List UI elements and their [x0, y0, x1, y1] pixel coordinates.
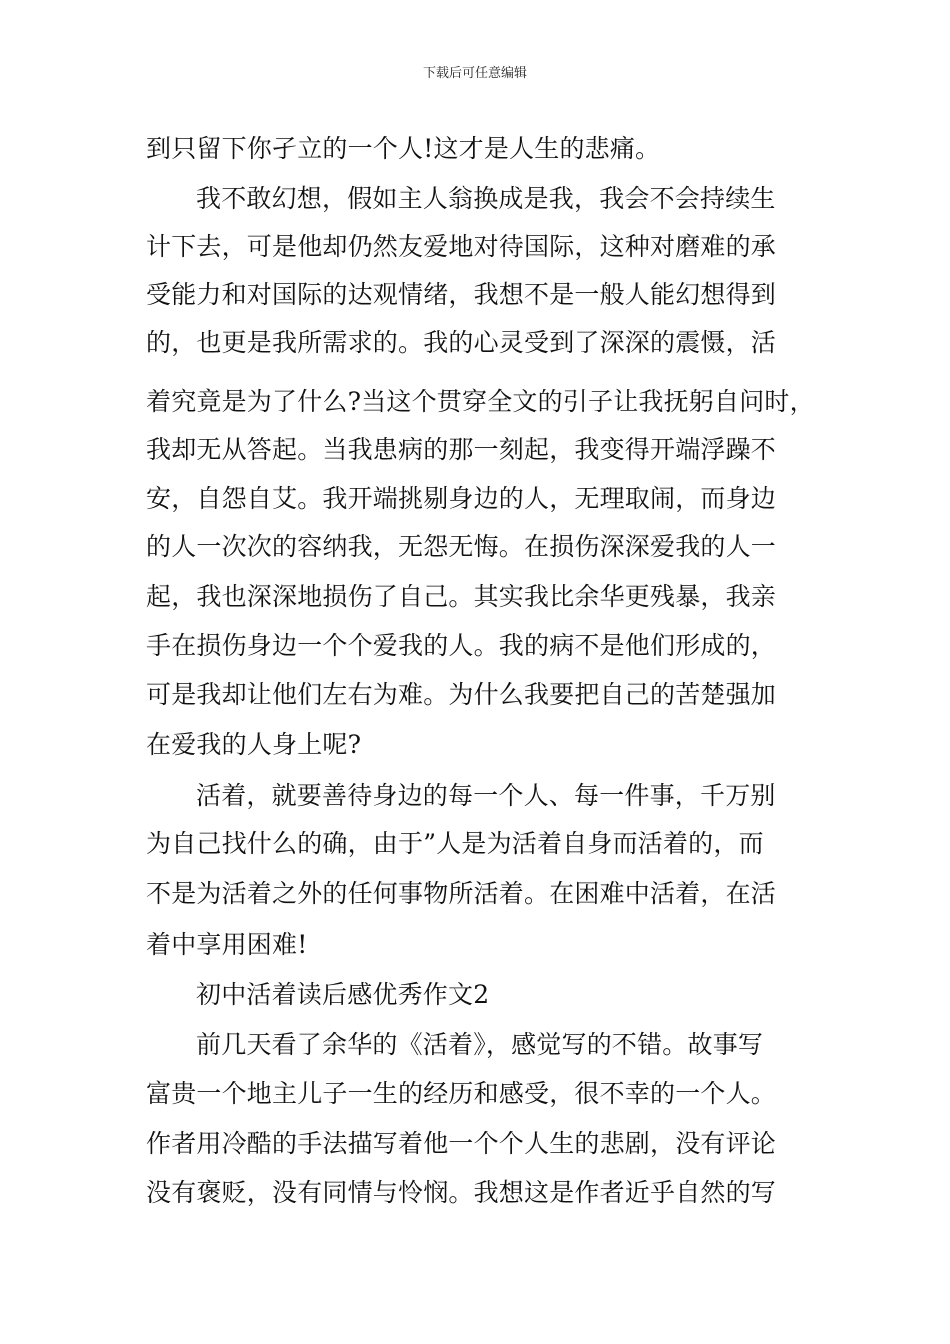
page-header: 下载后可任意编辑: [422, 66, 527, 81]
text-line: 手在损伤身边一个个爱我的人。我的病不是他们形成的，: [146, 631, 777, 660]
paragraph-first-line: 我不敢幻想，假如主人翁换成是我，我会不会持续生: [196, 184, 776, 213]
paragraph-first-line: 前几天看了余华的《活着》，感觉写的不错。故事写: [196, 1030, 764, 1059]
text-line: 不是为活着之外的任何事物所活着。在困难中活着，在活: [146, 879, 777, 908]
text-line: 在爱我的人身上呢?: [146, 730, 362, 759]
text-line: 作者用冷酷的手法描写着他一个个人生的悲剧，没有评论: [146, 1129, 777, 1158]
paragraph-first-line: 活着，就要善待身边的每一个人、每一件事，千万别: [196, 781, 776, 810]
text-line: 可是我却让他们左右为难。为什么我要把自己的苦楚强加: [146, 680, 777, 709]
text-line: 富贵一个地主儿子一生的经历和感受，很不幸的一个人。: [146, 1079, 777, 1108]
text-line: 计下去，可是他却仍然友爱地对待国际，这种对磨难的承: [146, 232, 777, 261]
text-line: 我却无从答起。当我患病的那一刻起，我变得开端浮躁不: [146, 435, 777, 464]
text-line: 没有褒贬，没有同情与怜悯。我想这是作者近乎自然的写: [146, 1178, 777, 1207]
text-line: 受能力和对国际的达观情绪，我想不是一般人能幻想得到: [146, 280, 777, 309]
text-line: 着究竟是为了什么?当这个贯穿全文的引子让我抚躬自问时，: [146, 387, 815, 416]
text-line: 的人一次次的容纳我，无怨无悔。在损伤深深爱我的人一: [146, 532, 777, 561]
text-line: 的，也更是我所需求的。我的心灵受到了深深的震慑，活: [146, 328, 777, 357]
text-line: 着中享用困难!: [146, 930, 308, 959]
text-line: 安，自怨自艾。我开端挑剔身边的人，无理取闹，而身边: [146, 484, 777, 513]
text-line: 为自己找什么的确，由于”人是为活着自身而活着的，而: [146, 829, 764, 858]
text-line: 起，我也深深地损伤了自己。其实我比余华更残暴，我亲: [146, 582, 777, 611]
section-title: 初中活着读后感优秀作文2: [196, 980, 490, 1009]
text-line: 到只留下你孑立的一个人!这才是人生的悲痛。: [146, 134, 661, 163]
